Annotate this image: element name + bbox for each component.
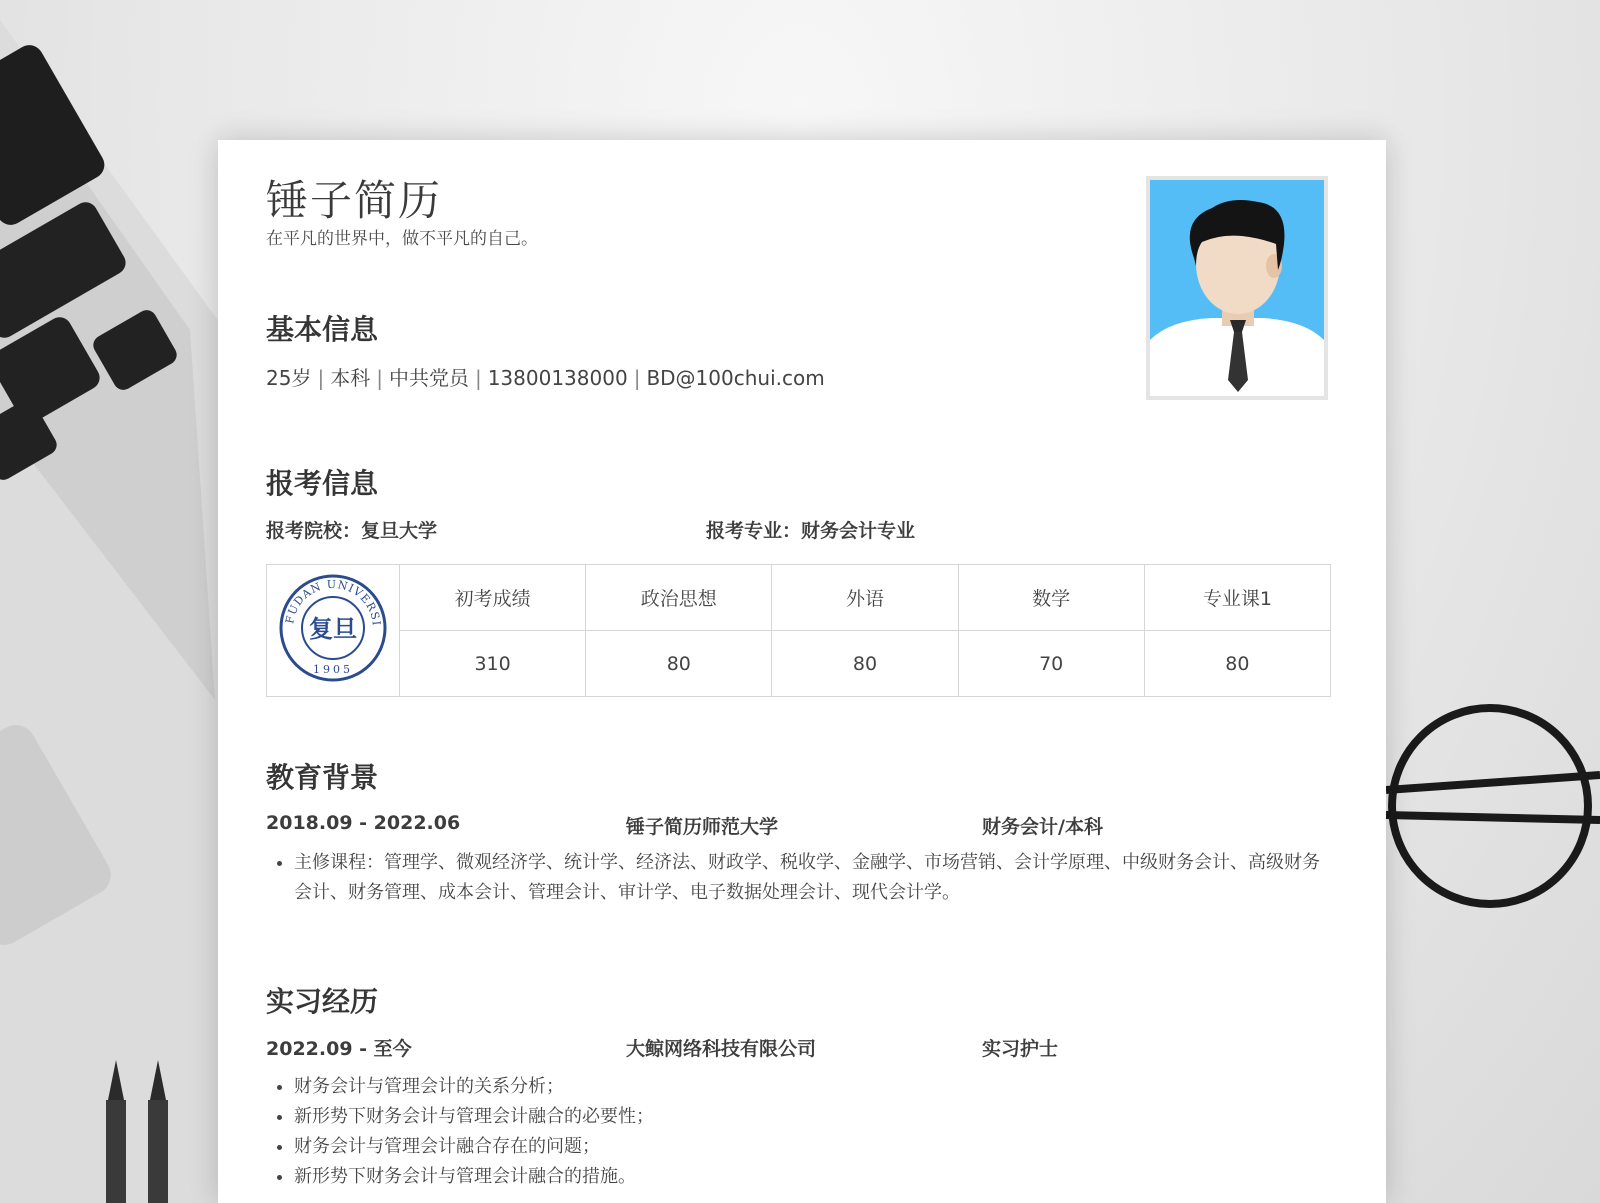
score-header: 数学 (958, 565, 1144, 631)
separator: | (474, 366, 482, 390)
score-header: 初考成绩 (400, 565, 586, 631)
separator: | (317, 366, 325, 390)
avatar-icon (1150, 180, 1324, 396)
seal-center: 复旦 (309, 615, 357, 643)
score-value: 70 (958, 631, 1144, 697)
education-period: 2018.09 - 2022.06 (266, 812, 461, 834)
score-value: 80 (586, 631, 772, 697)
basic-info-row (266, 362, 825, 391)
target-major: 报考专业：财务会计专业 (706, 520, 916, 542)
separator: | (633, 366, 641, 390)
score-value: 80 (1144, 631, 1330, 697)
degree-value: 本科 (330, 366, 371, 390)
score-header: 外语 (772, 565, 958, 631)
resume-tagline: 在平凡的世界中，做不平凡的自己。 (266, 229, 538, 249)
list-item: • 新形势下财务会计与管理会计融合的必要性； (294, 1102, 1334, 1132)
target-school: 报考院校：复旦大学 (266, 520, 438, 542)
resume-title: 锤子简历 (266, 176, 443, 225)
university-logo-cell (267, 565, 400, 697)
list-item: • 主修课程：管理学、微观经济学、统计学、经济法、财政学、税收学、金融学、市场营销、会计学原理、中级财务会计、高级财务会计、财务管理、成本会计、管理会计、审计学、电子数据处理会计、现代会计学。 (294, 848, 1334, 908)
list-item: • 新形势下财务会计与管理会计融合的措施。 (294, 1162, 1334, 1192)
score-header: 专业课1 (1144, 565, 1330, 631)
internship-heading: 实习经历 (266, 985, 379, 1018)
internship-role: 实习护士 (982, 1038, 1059, 1060)
scores-table (266, 564, 1331, 697)
education-heading: 教育背景 (266, 761, 379, 794)
email-value: BD@100chui.com (646, 366, 825, 390)
education-bullets (266, 848, 1334, 908)
phone-value: 13800138000 (487, 366, 628, 390)
score-header: 政治思想 (586, 565, 772, 631)
exam-info-heading: 报考信息 (266, 467, 379, 500)
internship-company: 大鲸网络科技有限公司 (626, 1038, 817, 1060)
laptop-image (0, 20, 225, 1203)
glasses-image (1386, 708, 1600, 904)
separator: | (376, 366, 383, 390)
university-seal-icon (278, 573, 388, 683)
internship-period: 2022.09 - 至今 (266, 1038, 412, 1060)
education-degree: 财务会计/本科 (982, 816, 1103, 838)
score-value: 310 (400, 631, 586, 697)
internship-bullets (266, 1072, 1334, 1192)
list-item: • 财务会计与管理会计融合存在的问题； (294, 1132, 1334, 1162)
basic-info-heading: 基本信息 (266, 313, 379, 346)
political-status-value: 中共党员 (388, 366, 469, 390)
table-row (267, 565, 1331, 631)
age-value: 25岁 (266, 366, 312, 390)
score-value: 80 (772, 631, 958, 697)
table-row (267, 631, 1331, 697)
list-item: • 财务会计与管理会计的关系分析； (294, 1072, 1334, 1102)
seal-ring-text: FUDAN UNIVERSI (283, 577, 384, 627)
profile-photo (1146, 176, 1328, 400)
resume-paper (218, 140, 1386, 1203)
education-school: 锤子简历师范大学 (626, 816, 779, 838)
seal-year: 1905 (313, 663, 353, 676)
